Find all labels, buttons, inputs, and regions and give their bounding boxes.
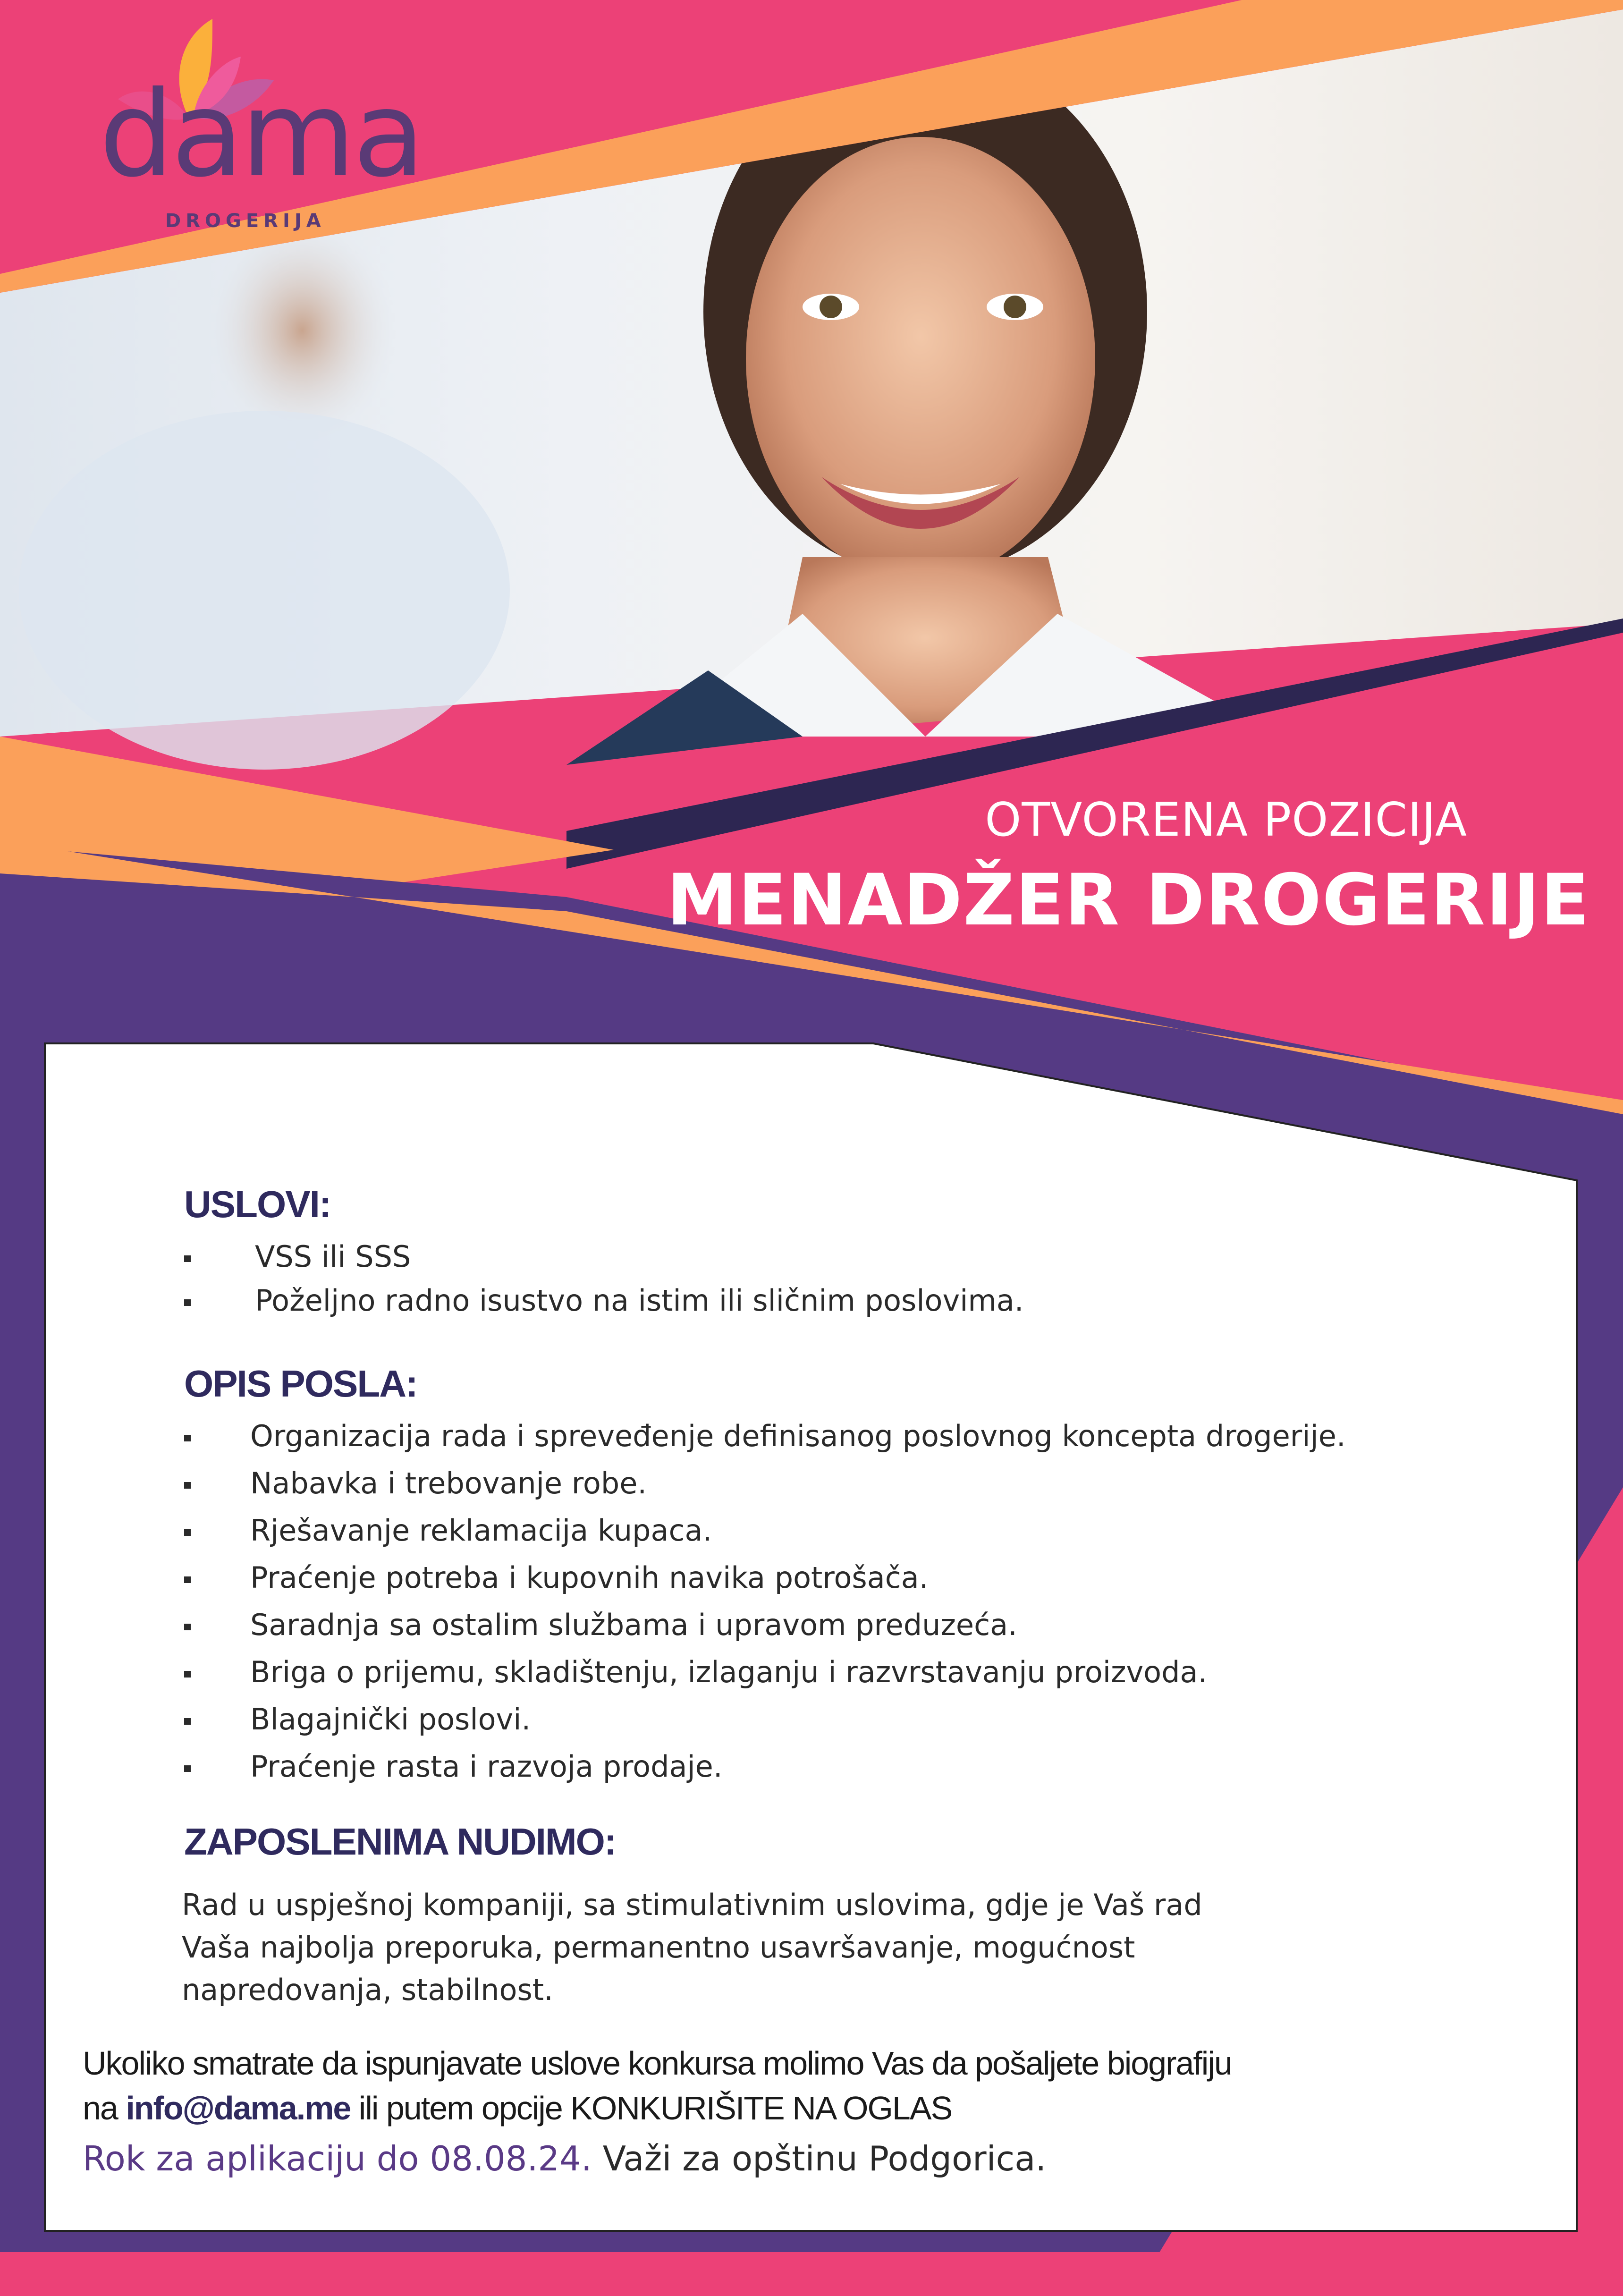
offer-text-line: Rad u uspješnoj kompaniji, sa stimulativnim uslovima, gdje je Vaš rad	[182, 1888, 1202, 1922]
bullet-icon	[184, 1435, 191, 1441]
cta-text: Ukoliko smatrate da ispunjavate uslove konkursa molimo Vas da pošaljete biografiju	[83, 2045, 1232, 2082]
bullet-icon	[184, 1624, 191, 1630]
uslovi-heading: USLOVI:	[184, 1183, 331, 1225]
list-item: Saradnja sa ostalim službama i upravom preduzeća.	[184, 1608, 191, 1642]
list-item: Poželjno radno isustvo na istim ili sličnim poslovima.	[184, 1283, 191, 1318]
bullet-icon	[184, 1576, 191, 1583]
opis-heading: OPIS POSLA:	[184, 1363, 417, 1405]
list-item: Rješavanje reklamacija kupaca.	[184, 1513, 191, 1548]
brand-subtitle: DROGERIJA	[165, 210, 326, 232]
bullet-icon	[184, 1529, 191, 1536]
list-item: Blagajnički poslovi.	[184, 1702, 191, 1737]
list-item: Praćenje potreba i kupovnih navika potrošača.	[184, 1560, 191, 1595]
deadline-date: Rok za aplikaciju do 08.08.24.	[83, 2139, 592, 2178]
position-label: OTVORENA POZICIJA	[985, 793, 1467, 847]
list-item: Praćenje rasta i razvoja prodaje.	[184, 1749, 191, 1784]
bullet-icon	[184, 1765, 191, 1772]
position-title: MENADŽER DROGERIJE	[667, 859, 1590, 941]
email-link[interactable]: info@dama.me	[126, 2090, 351, 2127]
bullet-icon	[184, 1671, 191, 1678]
list-item: Organizacija rada i spreveđenje definisanog poslovnog koncepta drogerije.	[184, 1419, 191, 1453]
location-text: Važi za opštinu Podgorica.	[592, 2139, 1047, 2178]
offer-text-line: Vaša najbolja preporuka, permanentno usavršavanje, mogućnost	[182, 1930, 1135, 1965]
list-item: Nabavka i trebovanje robe.	[184, 1466, 191, 1500]
brand-name: dama	[99, 66, 423, 203]
cta-contact: na info@dama.me ili putem opcije KONKURIŠITE NA OGLAS	[83, 2090, 952, 2127]
nudimo-heading: ZAPOSLENIMA NUDIMO:	[184, 1821, 616, 1863]
bullet-icon	[184, 1255, 191, 1262]
bullet-icon	[184, 1299, 191, 1306]
list-item: Briga o prijemu, skladištenju, izlaganju i razvrstavanju proizvoda.	[184, 1655, 191, 1689]
bullet-icon	[184, 1482, 191, 1489]
bullet-icon	[184, 1718, 191, 1725]
list-item: VSS ili SSS	[184, 1239, 191, 1274]
deadline-text	[83, 2139, 1046, 2178]
offer-text-line: napredovanja, stabilnost.	[182, 1973, 553, 2007]
